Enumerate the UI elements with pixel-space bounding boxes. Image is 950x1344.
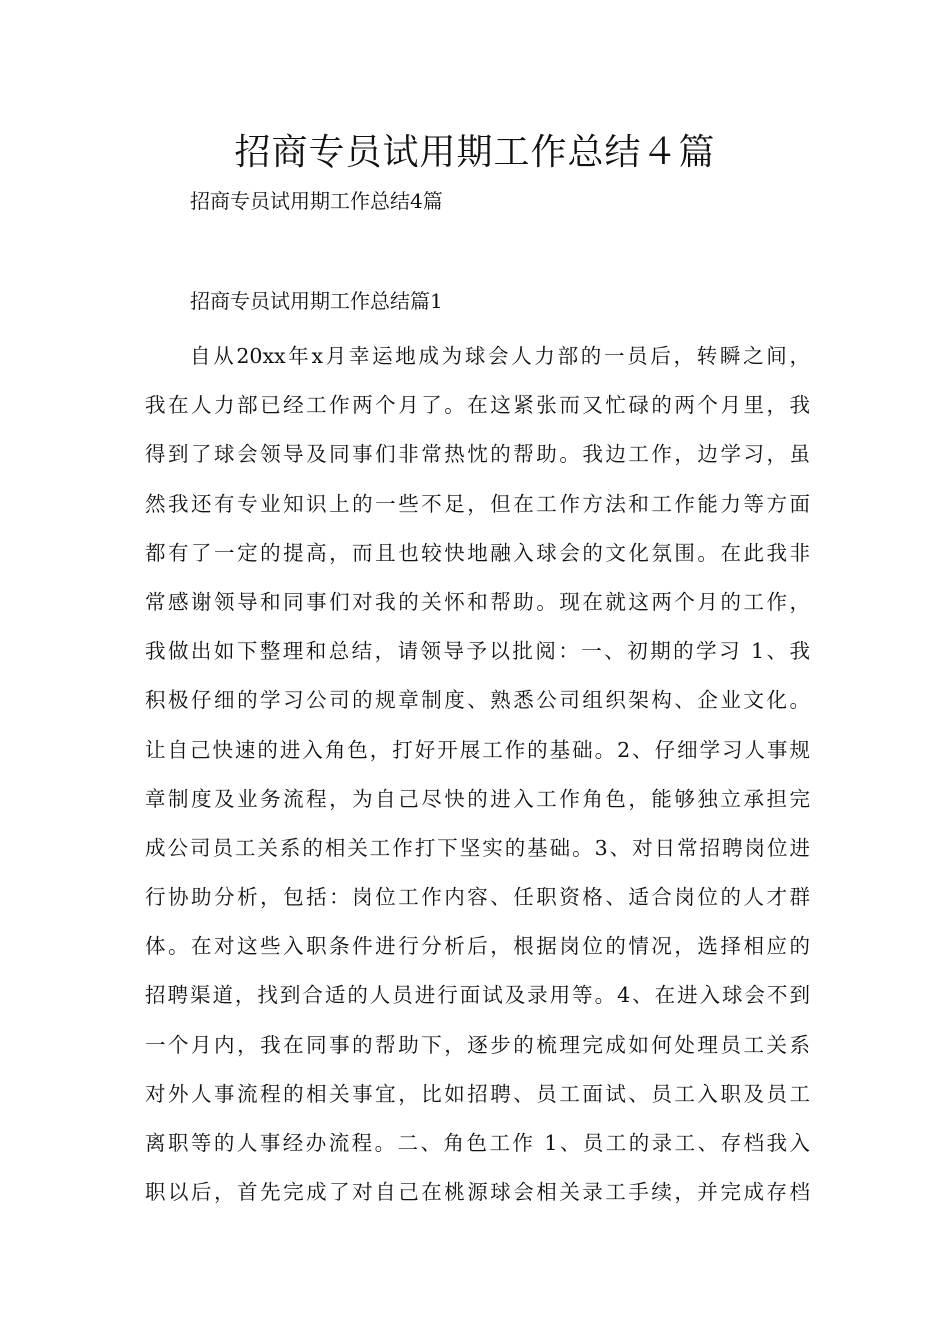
body-line: 让自己快速的进入角色，打好开展工作的基础。2、仔细学习人事规 <box>145 737 810 762</box>
body-line: 成公司员工关系的相关工作打下坚实的基础。3、对日常招聘岗位进 <box>145 835 810 860</box>
body-line: 然我还有专业知识上的一些不足，但在工作方法和工作能力等方面 <box>145 491 810 516</box>
section-heading: 招商专员试用期工作总结篇1 <box>190 289 443 313</box>
body-line: 招聘渠道，找到合适的人员进行面试及录用等。4、在进入球会不到 <box>145 983 810 1008</box>
body-line: 积极仔细的学习公司的规章制度、熟悉公司组织架构、企业文化。 <box>145 688 810 713</box>
body-line: 行协助分析，包括：岗位工作内容、任职资格、适合岗位的人才群 <box>145 885 810 910</box>
body-line: 自从20xx年x月幸运地成为球会人力部的一员后，转瞬之间， <box>190 344 810 368</box>
document-subtitle: 招商专员试用期工作总结4篇 <box>190 189 443 213</box>
body-line: 都有了一定的提高，而且也较快地融入球会的文化氛围。在此我非 <box>145 540 810 565</box>
body-line: 体。在对这些入职条件进行分析后，根据岗位的情况，选择相应的 <box>145 934 810 959</box>
body-line: 我在人力部已经工作两个月了。在这紧张而又忙碌的两个月里，我 <box>145 393 810 418</box>
body-line: 章制度及业务流程，为自己尽快的进入工作角色，能够独立承担完 <box>145 786 810 811</box>
body-line: 对外人事流程的相关事宜，比如招聘、员工面试、员工入职及员工 <box>145 1081 810 1106</box>
body-line: 得到了球会领导及同事们非常热忱的帮助。我边工作，边学习，虽 <box>145 442 810 467</box>
body-line: 一个月内，我在同事的帮助下，逐步的梳理完成如何处理员工关系 <box>145 1032 810 1057</box>
body-line: 常感谢领导和同事们对我的关怀和帮助。现在就这两个月的工作， <box>145 589 810 614</box>
body-line: 我做出如下整理和总结，请领导予以批阅：一、初期的学习 1、我 <box>145 639 810 664</box>
body-line: 离职等的人事经办流程。二、角色工作 1、员工的录工、存档我入 <box>145 1131 810 1155</box>
document-title: 招商专员试用期工作总结４篇 <box>234 132 716 173</box>
body-line: 职以后，首先完成了对自己在桃源球会相关录工手续，并完成存档 <box>145 1180 810 1205</box>
body-paragraph <box>145 332 810 1217</box>
